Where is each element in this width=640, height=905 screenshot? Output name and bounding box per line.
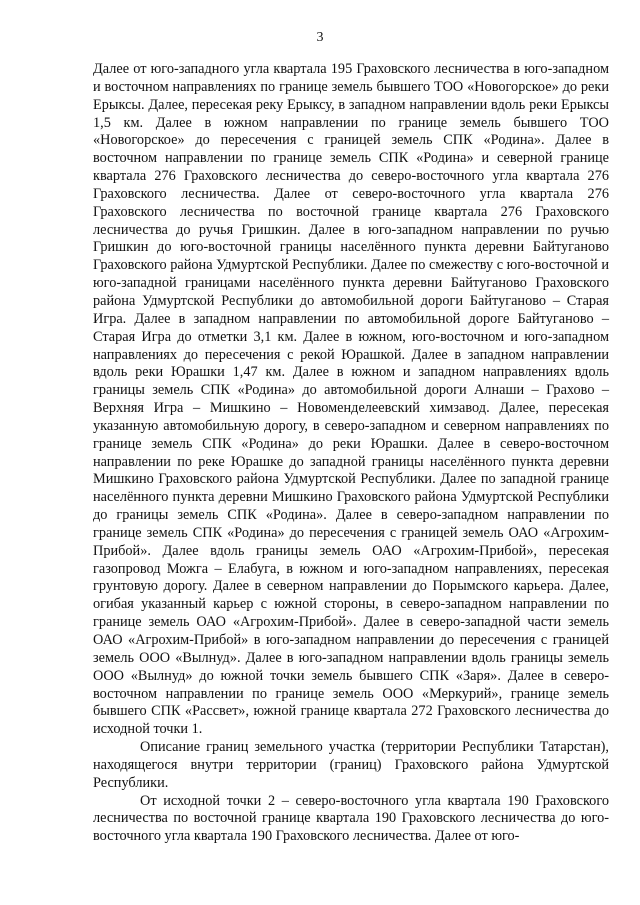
paragraph-boundary-description: Далее от юго-западного угла квартала 195 Граховского лесничества в юго-западном и восточном направлениях по границе земель бывшего ТОО «Новогорское» до реки Ерыксы. Далее, пересекая реку Ерыксу, в западном направлении вдоль реки Ерыксы 1,5 км. Далее в южном направлении по границе земель бывшего ТОО «Новогорское» до пересечения с границей земель СПК «Родина». Далее в восточном направлении по границе земель СПК «Родина» и северной границе квартала 276 Граховского лесничества до северо-восточного угла квартала 276 Граховского лесничества. Далее от северо-восточного угла квартала 276 Граховского лесничества по восточной границе квартала 276 Граховского лесничества до ручья Гришкин. Далее в юго-западном направлении по ручью Гришкин до юго-восточной границы населённого пункта деревни Байтуганово Граховского района Удмуртской Республики. Далее по смежеству с юго-восточной и юго-западной границами населённого пункта деревни Байтуганово Граховского района Удмуртской Республики до автомобильной дороги Байтуганово – Старая Игра. Далее в западном направлении по автомобильной дороге Байтуганово – Старая Игра до отметки 3,1 км. Далее в южном, юго-восточном и юго-западном направлениях до пересечения с рекой Юрашкой. Далее в западном направлении вдоль реки Юрашки 1,47 км. Далее в южном и западном направлениях вдоль границы земель СПК «Родина» до автомобильной дороги Алнаши – Грахово – Верхняя Игра – Мишкино – Новоменделеевский химзавод. Далее, пересекая указанную автомобильную дорогу, в северо-западном и северном направлениях по границе земель СПК «Родина» до реки Юрашки. Далее в северо-восточном направлении по реке Юрашке до западной границы населённого пункта деревни Мишкино Граховского района Удмуртской Республики. Далее по западной границе населённого пункта деревни Мишкино Граховского района Удмуртской Республики до границы земель СПК «Родина». Далее в северо-западном направлении по границе земель СПК «Родина» до пересечения с границей земель ОАО «Агрохим-Прибой». Далее вдоль границы земель ОАО «Агрохим-Прибой», пересекая газопровод Можга – Елабуга, в южном и юго-западном направлениях, пересекая грунтовую дорогу. Далее в северном направлении до Порымского карьера. Далее, огибая указанный карьер с южной стороны, в северо-западном направлении по границе земель ОАО «Агрохим-Прибой». Далее в северо-западной части земель ОАО «Агрохим-Прибой» в юго-западном направлении до пересечения с границей земель ООО «Вылнуд». Далее в юго-западном направлении вдоль границы земель ООО «Вылнуд» до южной точки земель бывшего СПК «Заря». Далее в северо-восточном направлении по границе земель ООО «Меркурий», границе земель бывшего СПК «Рассвет», южной границе квартала 272 Граховского лесничества до исходной точки 1. xyxy=(93,61,609,738)
paragraph-section-heading: Описание границ земельного участка (территории Республики Татарстан), находящегося внутри территории (границ) Граховского района Удмуртской Республики. xyxy=(93,739,609,791)
page-number: 3 xyxy=(316,30,324,45)
paragraph-starting-point: От исходной точки 2 – северо-восточного угла квартала 190 Граховского лесничества по восточной границе квартала 190 Граховского лесничества до юго-восточного угла квартала 190 Граховского лесничества. Далее от юго- xyxy=(93,792,609,845)
document-body xyxy=(93,61,609,846)
